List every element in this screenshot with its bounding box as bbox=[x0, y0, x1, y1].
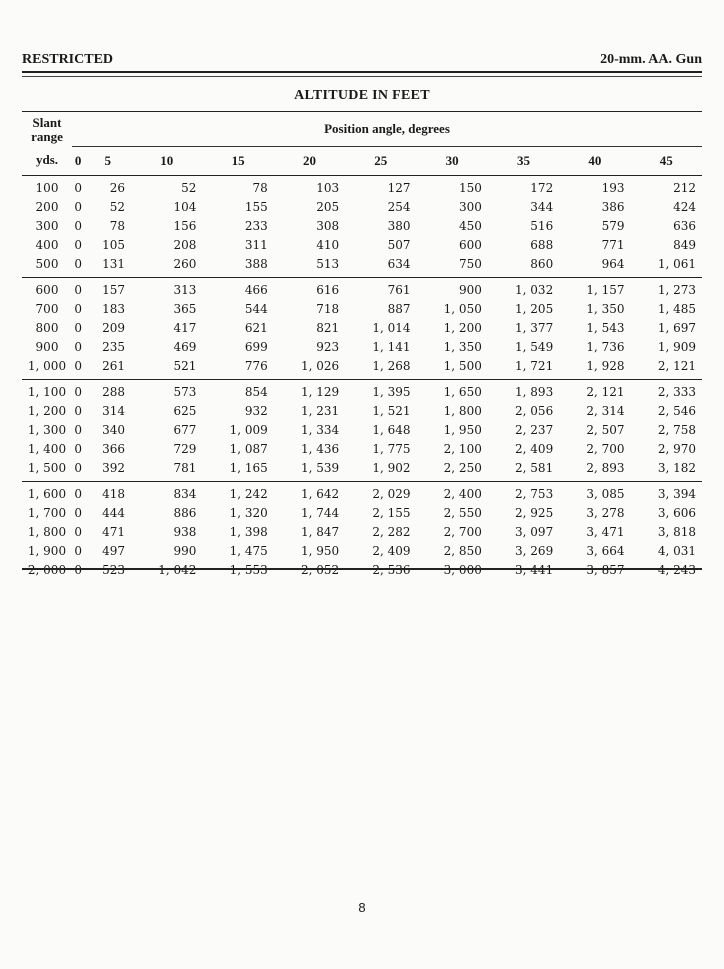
altitude-cell: 2, 409 bbox=[515, 442, 554, 456]
altitude-cell: 761 bbox=[345, 277, 416, 300]
altitude-cell: 938 bbox=[173, 525, 197, 539]
altitude-cell: 1, 847 bbox=[300, 525, 340, 539]
altitude-cell: 860 bbox=[530, 257, 554, 271]
altitude-cell: 0 bbox=[74, 563, 82, 577]
column-header-15: 15 bbox=[202, 146, 273, 175]
altitude-cell: 2, 314 bbox=[586, 404, 625, 418]
altitude-cell: 621 bbox=[244, 321, 268, 335]
altitude-cell: 887 bbox=[387, 302, 411, 316]
altitude-cell: 208 bbox=[173, 238, 197, 252]
altitude-cell: 932 bbox=[244, 404, 268, 418]
restricted-label: RESTRICTED bbox=[22, 52, 114, 67]
altitude-cell: 2, 581 bbox=[515, 461, 554, 475]
altitude-cell: 0 bbox=[74, 238, 82, 252]
altitude-cell: 521 bbox=[173, 359, 197, 373]
altitude-cell: 260 bbox=[173, 257, 197, 271]
altitude-cell: 0 bbox=[74, 219, 82, 233]
altitude-cell: 2, 282 bbox=[372, 525, 411, 539]
column-header-30: 30 bbox=[416, 146, 487, 175]
altitude-cell: 2, 121 bbox=[559, 379, 630, 402]
altitude-cell: 1, 500 bbox=[443, 359, 482, 373]
altitude-cell: 1, 744 bbox=[300, 506, 340, 520]
table-row bbox=[22, 236, 702, 255]
altitude-cell: 2, 237 bbox=[515, 423, 554, 437]
altitude-cell: 205 bbox=[316, 200, 340, 214]
altitude-cell: 1, 050 bbox=[443, 302, 482, 316]
altitude-cell: 417 bbox=[173, 321, 197, 335]
altitude-cell: 1, 350 bbox=[443, 340, 482, 354]
table-row bbox=[22, 402, 702, 421]
altitude-cell: 1, 061 bbox=[657, 257, 696, 271]
altitude-cell: 157 bbox=[84, 277, 131, 300]
altitude-cell: 1, 475 bbox=[229, 544, 268, 558]
altitude-cell: 2, 700 bbox=[443, 525, 482, 539]
altitude-cell: 1, 268 bbox=[372, 359, 411, 373]
altitude-cell: 183 bbox=[102, 302, 126, 316]
column-header-35: 35 bbox=[488, 146, 559, 175]
altitude-cell: 1, 521 bbox=[372, 404, 411, 418]
altitude-cell: 3, 471 bbox=[586, 525, 625, 539]
slant-range-cell: 300 bbox=[35, 219, 59, 233]
altitude-cell: 821 bbox=[316, 321, 340, 335]
table-row bbox=[22, 198, 702, 217]
table-row bbox=[22, 277, 702, 300]
altitude-cell: 212 bbox=[631, 175, 702, 198]
altitude-cell: 2, 409 bbox=[372, 544, 411, 558]
column-header-25: 25 bbox=[345, 146, 416, 175]
altitude-cell: 0 bbox=[74, 544, 82, 558]
altitude-cell: 1, 539 bbox=[300, 461, 340, 475]
altitude-cell: 4, 031 bbox=[657, 544, 696, 558]
altitude-cell: 776 bbox=[244, 359, 268, 373]
altitude-cell: 2, 056 bbox=[515, 404, 554, 418]
altitude-cell: 0 bbox=[72, 175, 84, 198]
altitude-cell: 0 bbox=[74, 340, 82, 354]
altitude-cell: 3, 182 bbox=[657, 461, 696, 475]
altitude-cell: 616 bbox=[274, 277, 345, 300]
altitude-cell: 718 bbox=[316, 302, 340, 316]
altitude-cell: 2, 550 bbox=[443, 506, 482, 520]
table-row bbox=[22, 357, 702, 380]
altitude-cell: 1, 334 bbox=[300, 423, 340, 437]
altitude-cell: 688 bbox=[530, 238, 554, 252]
altitude-cell: 410 bbox=[316, 238, 340, 252]
table-row bbox=[22, 319, 702, 338]
altitude-cell: 1, 009 bbox=[229, 423, 268, 437]
altitude-cell: 2, 029 bbox=[345, 481, 416, 504]
slant-range-cell: 2, 000 bbox=[27, 563, 67, 577]
altitude-cell: 3, 269 bbox=[515, 544, 554, 558]
altitude-cell: 388 bbox=[244, 257, 268, 271]
altitude-cell: 2, 400 bbox=[416, 481, 487, 504]
slant-label: Slant bbox=[32, 115, 62, 130]
altitude-cell: 636 bbox=[673, 219, 696, 233]
altitude-cell: 0 bbox=[74, 442, 82, 456]
altitude-cell: 418 bbox=[84, 481, 131, 504]
altitude-cell: 235 bbox=[102, 340, 126, 354]
altitude-cell: 52 bbox=[109, 200, 126, 214]
altitude-cell: 600 bbox=[458, 238, 482, 252]
table-row bbox=[22, 300, 702, 319]
altitude-cell: 1, 909 bbox=[657, 340, 696, 354]
slant-range-header bbox=[22, 112, 72, 147]
altitude-cell: 1, 200 bbox=[443, 321, 482, 335]
altitude-cell: 923 bbox=[316, 340, 340, 354]
slant-range-cell: 1, 900 bbox=[27, 544, 67, 558]
altitude-cell: 1, 436 bbox=[300, 442, 340, 456]
altitude-cell: 386 bbox=[601, 200, 625, 214]
altitude-cell: 1, 697 bbox=[657, 321, 696, 335]
altitude-cell: 834 bbox=[131, 481, 202, 504]
column-header-10: 10 bbox=[131, 146, 202, 175]
altitude-cell: 2, 507 bbox=[586, 423, 625, 437]
slant-range-cell: 100 bbox=[22, 175, 72, 198]
altitude-cell: 2, 925 bbox=[515, 506, 554, 520]
column-header-20: 20 bbox=[274, 146, 345, 175]
altitude-cell: 1, 648 bbox=[372, 423, 411, 437]
altitude-cell: 573 bbox=[131, 379, 202, 402]
altitude-table bbox=[22, 111, 702, 583]
slant-range-cell: 1, 400 bbox=[27, 442, 67, 456]
altitude-cell: 2, 536 bbox=[372, 563, 411, 577]
altitude-cell: 1, 543 bbox=[586, 321, 625, 335]
table-row bbox=[22, 379, 702, 402]
altitude-cell: 2, 333 bbox=[631, 379, 702, 402]
altitude-cell: 104 bbox=[173, 200, 197, 214]
table-title: ALTITUDE IN FEET bbox=[294, 88, 430, 103]
altitude-cell: 131 bbox=[102, 257, 126, 271]
altitude-cell: 1, 032 bbox=[488, 277, 559, 300]
altitude-cell: 781 bbox=[173, 461, 197, 475]
altitude-cell: 1, 736 bbox=[586, 340, 625, 354]
altitude-cell: 523 bbox=[102, 563, 126, 577]
altitude-cell: 0 bbox=[74, 461, 82, 475]
slant-range-cell: 500 bbox=[35, 257, 59, 271]
altitude-cell: 1, 721 bbox=[515, 359, 554, 373]
table-row bbox=[22, 440, 702, 459]
altitude-cell: 314 bbox=[102, 404, 126, 418]
altitude-cell: 2, 753 bbox=[488, 481, 559, 504]
altitude-cell: 469 bbox=[173, 340, 197, 354]
altitude-cell: 366 bbox=[102, 442, 126, 456]
document-subject: 20-mm. AA. Gun bbox=[600, 52, 702, 67]
altitude-cell: 2, 970 bbox=[657, 442, 696, 456]
altitude-cell: 2, 121 bbox=[657, 359, 696, 373]
altitude-cell: 78 bbox=[202, 175, 273, 198]
table-row bbox=[22, 561, 702, 583]
altitude-cell: 1, 800 bbox=[443, 404, 482, 418]
column-header-40: 40 bbox=[559, 146, 630, 175]
altitude-cell: 2, 100 bbox=[443, 442, 482, 456]
altitude-cell: 1, 042 bbox=[158, 563, 197, 577]
altitude-cell: 964 bbox=[601, 257, 625, 271]
altitude-cell: 233 bbox=[244, 219, 268, 233]
altitude-cell: 193 bbox=[559, 175, 630, 198]
altitude-cell: 3, 394 bbox=[631, 481, 702, 504]
altitude-cell: 392 bbox=[102, 461, 126, 475]
column-header-45: 45 bbox=[631, 146, 702, 175]
altitude-cell: 1, 141 bbox=[372, 340, 411, 354]
altitude-cell: 450 bbox=[458, 219, 482, 233]
altitude-cell: 990 bbox=[173, 544, 197, 558]
altitude-cell: 0 bbox=[74, 525, 82, 539]
altitude-cell: 750 bbox=[458, 257, 482, 271]
altitude-cell: 0 bbox=[72, 481, 84, 504]
altitude-cell: 1, 026 bbox=[300, 359, 340, 373]
table-bottom-rule bbox=[22, 568, 702, 570]
altitude-cell: 1, 553 bbox=[229, 563, 268, 577]
altitude-cell: 1, 273 bbox=[631, 277, 702, 300]
altitude-cell: 0 bbox=[74, 506, 82, 520]
altitude-cell: 1, 950 bbox=[443, 423, 482, 437]
table-row bbox=[22, 481, 702, 504]
table-row bbox=[22, 255, 702, 278]
altitude-cell: 444 bbox=[102, 506, 126, 520]
altitude-cell: 156 bbox=[173, 219, 197, 233]
table-row bbox=[22, 459, 702, 482]
slant-range-cell: 1, 500 bbox=[27, 461, 67, 475]
altitude-cell: 729 bbox=[173, 442, 197, 456]
altitude-cell: 1, 157 bbox=[559, 277, 630, 300]
altitude-cell: 3, 857 bbox=[586, 563, 625, 577]
altitude-cell: 699 bbox=[244, 340, 268, 354]
altitude-cell: 340 bbox=[102, 423, 126, 437]
altitude-cell: 308 bbox=[316, 219, 340, 233]
altitude-cell: 1, 485 bbox=[657, 302, 696, 316]
altitude-cell: 507 bbox=[387, 238, 411, 252]
altitude-cell: 516 bbox=[530, 219, 554, 233]
altitude-cell: 1, 775 bbox=[372, 442, 411, 456]
altitude-cell: 209 bbox=[102, 321, 126, 335]
slant-range-cell: 900 bbox=[35, 340, 59, 354]
column-header-0: 0 bbox=[72, 146, 84, 175]
altitude-cell: 0 bbox=[74, 321, 82, 335]
altitude-cell: 0 bbox=[74, 200, 82, 214]
slant-range-cell: 600 bbox=[22, 277, 72, 300]
altitude-cell: 0 bbox=[72, 277, 84, 300]
altitude-cell: 1, 231 bbox=[300, 404, 340, 418]
table-row bbox=[22, 504, 702, 523]
altitude-cell: 365 bbox=[173, 302, 197, 316]
altitude-cell: 886 bbox=[173, 506, 197, 520]
table-row bbox=[22, 338, 702, 357]
slant-range-cell: 1, 300 bbox=[27, 423, 67, 437]
altitude-cell: 26 bbox=[84, 175, 131, 198]
altitude-cell: 1, 165 bbox=[229, 461, 268, 475]
altitude-cell: 52 bbox=[131, 175, 202, 198]
altitude-cell: 4, 243 bbox=[657, 563, 696, 577]
altitude-cell: 172 bbox=[488, 175, 559, 198]
altitude-cell: 771 bbox=[601, 238, 625, 252]
table-row bbox=[22, 542, 702, 561]
altitude-cell: 311 bbox=[244, 238, 268, 252]
altitude-cell: 0 bbox=[74, 257, 82, 271]
altitude-cell: 1, 893 bbox=[488, 379, 559, 402]
altitude-cell: 0 bbox=[72, 379, 84, 402]
altitude-cell: 1, 928 bbox=[586, 359, 625, 373]
table-row bbox=[22, 421, 702, 440]
altitude-cell: 1, 377 bbox=[515, 321, 554, 335]
table-row bbox=[22, 175, 702, 198]
altitude-cell: 1, 014 bbox=[372, 321, 411, 335]
altitude-cell: 1, 087 bbox=[229, 442, 268, 456]
altitude-cell: 2, 052 bbox=[300, 563, 340, 577]
altitude-cell: 1, 549 bbox=[515, 340, 554, 354]
table-row bbox=[22, 217, 702, 236]
slant-range-cell: 400 bbox=[35, 238, 59, 252]
altitude-cell: 849 bbox=[673, 238, 696, 252]
altitude-cell: 0 bbox=[74, 302, 82, 316]
altitude-cell: 2, 546 bbox=[657, 404, 696, 418]
altitude-cell: 261 bbox=[102, 359, 126, 373]
altitude-cell: 103 bbox=[274, 175, 345, 198]
altitude-cell: 1, 350 bbox=[586, 302, 625, 316]
slant-range-cell: 1, 100 bbox=[22, 379, 72, 402]
altitude-cell: 3, 606 bbox=[657, 506, 696, 520]
slant-range-cell: 200 bbox=[35, 200, 59, 214]
table-row bbox=[22, 523, 702, 542]
altitude-cell: 466 bbox=[202, 277, 273, 300]
altitude-cell: 900 bbox=[416, 277, 487, 300]
altitude-cell: 3, 441 bbox=[515, 563, 554, 577]
altitude-cell: 0 bbox=[74, 359, 82, 373]
slant-range-cell: 800 bbox=[35, 321, 59, 335]
range-label: range bbox=[31, 129, 63, 144]
slant-range-cell: 1, 200 bbox=[27, 404, 67, 418]
yds-header: yds. bbox=[22, 146, 72, 175]
altitude-cell: 1, 320 bbox=[229, 506, 268, 520]
slant-range-cell: 700 bbox=[35, 302, 59, 316]
altitude-cell: 155 bbox=[244, 200, 268, 214]
page-number: 8 bbox=[358, 900, 366, 915]
running-header bbox=[22, 52, 702, 72]
altitude-cell: 3, 000 bbox=[443, 563, 482, 577]
altitude-cell: 3, 278 bbox=[586, 506, 625, 520]
altitude-cell: 497 bbox=[102, 544, 126, 558]
altitude-cell: 854 bbox=[202, 379, 273, 402]
altitude-cell: 313 bbox=[131, 277, 202, 300]
column-header-5: 5 bbox=[84, 146, 131, 175]
slant-range-cell: 1, 700 bbox=[27, 506, 67, 520]
altitude-cell: 380 bbox=[387, 219, 411, 233]
altitude-cell: 3, 664 bbox=[586, 544, 625, 558]
altitude-cell: 1, 950 bbox=[300, 544, 340, 558]
altitude-cell: 1, 395 bbox=[345, 379, 416, 402]
altitude-cell: 1, 242 bbox=[202, 481, 273, 504]
altitude-cell: 1, 205 bbox=[515, 302, 554, 316]
altitude-cell: 579 bbox=[601, 219, 625, 233]
altitude-cell: 3, 097 bbox=[515, 525, 554, 539]
header-rule bbox=[22, 71, 702, 77]
altitude-cell: 677 bbox=[173, 423, 197, 437]
altitude-cell: 634 bbox=[387, 257, 411, 271]
altitude-cell: 2, 250 bbox=[443, 461, 482, 475]
position-angle-header: Position angle, degrees bbox=[72, 112, 702, 147]
altitude-cell: 105 bbox=[102, 238, 126, 252]
altitude-cell: 2, 850 bbox=[443, 544, 482, 558]
altitude-cell: 2, 155 bbox=[372, 506, 411, 520]
altitude-cell: 2, 893 bbox=[586, 461, 625, 475]
altitude-cell: 424 bbox=[673, 200, 696, 214]
altitude-cell: 300 bbox=[458, 200, 482, 214]
altitude-cell: 1, 650 bbox=[416, 379, 487, 402]
altitude-cell: 150 bbox=[416, 175, 487, 198]
altitude-cell: 1, 129 bbox=[274, 379, 345, 402]
altitude-cell: 0 bbox=[74, 423, 82, 437]
altitude-cell: 471 bbox=[102, 525, 126, 539]
altitude-cell: 127 bbox=[345, 175, 416, 198]
altitude-cell: 3, 818 bbox=[657, 525, 696, 539]
altitude-cell: 1, 642 bbox=[274, 481, 345, 504]
altitude-cell: 2, 758 bbox=[657, 423, 696, 437]
slant-range-cell: 1, 600 bbox=[22, 481, 72, 504]
altitude-cell: 288 bbox=[84, 379, 131, 402]
altitude-cell: 78 bbox=[109, 219, 126, 233]
altitude-cell: 1, 902 bbox=[372, 461, 411, 475]
slant-range-cell: 1, 000 bbox=[27, 359, 67, 373]
slant-range-cell: 1, 800 bbox=[27, 525, 67, 539]
altitude-cell: 513 bbox=[316, 257, 340, 271]
altitude-cell: 544 bbox=[244, 302, 268, 316]
altitude-cell: 254 bbox=[387, 200, 411, 214]
altitude-cell: 0 bbox=[74, 404, 82, 418]
altitude-cell: 344 bbox=[530, 200, 554, 214]
altitude-cell: 625 bbox=[173, 404, 197, 418]
altitude-cell: 3, 085 bbox=[559, 481, 630, 504]
altitude-cell: 1, 398 bbox=[229, 525, 268, 539]
altitude-cell: 2, 700 bbox=[586, 442, 625, 456]
